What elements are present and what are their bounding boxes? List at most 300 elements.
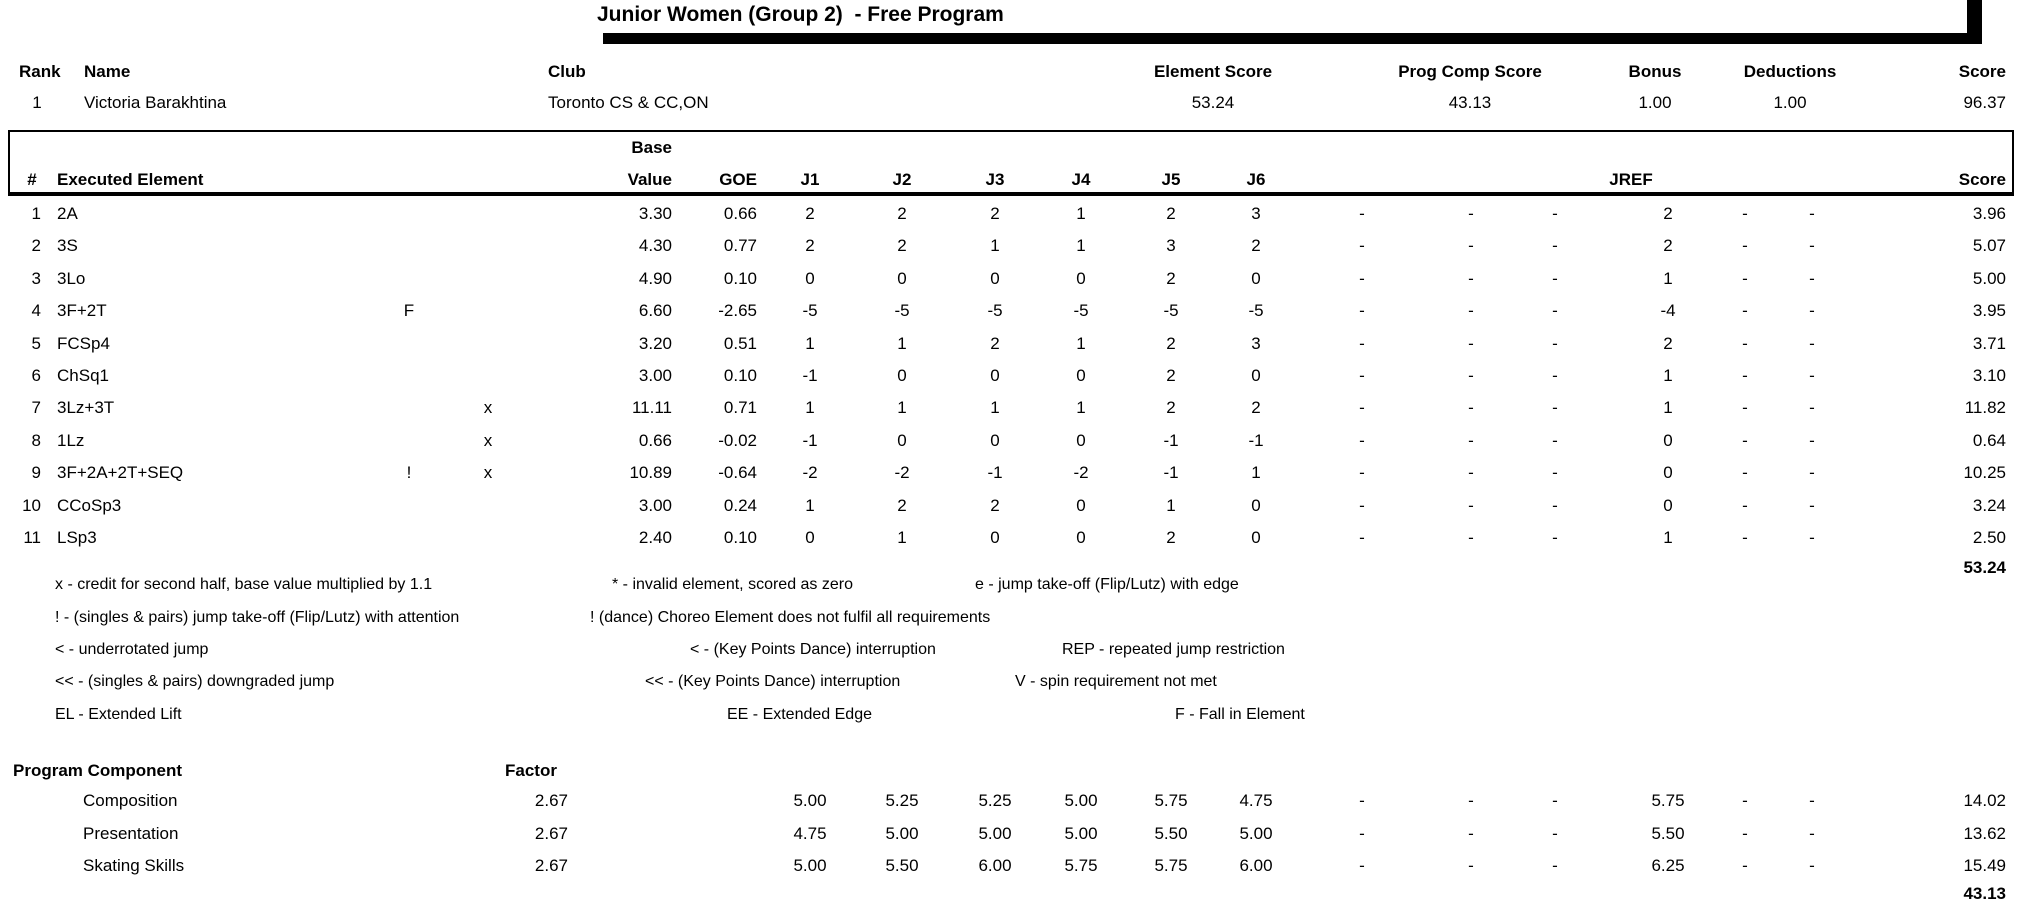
element-name: 3S	[57, 236, 78, 256]
judge-j3-score: 2	[990, 333, 1000, 353]
bonus-value: 1.00	[1638, 93, 1672, 112]
jref-component-score: 5.75	[1651, 791, 1685, 810]
judge-empty-dash: -	[1809, 204, 1815, 223]
judge-j5-score: 2	[1166, 268, 1176, 288]
judge-j6-score: 3	[1251, 333, 1261, 353]
judge-empty-dash: -	[1552, 528, 1558, 547]
legend-item: e - jump take-off (Flip/Lutz) with edge	[975, 576, 1239, 593]
judge-j2-component-score: 5.25	[885, 791, 919, 810]
factor-header: Factor	[505, 761, 557, 780]
judge-empty-dash: -	[1742, 204, 1748, 223]
judge-j5-score: 2	[1166, 204, 1176, 223]
judge-empty-dash: -	[1359, 366, 1365, 385]
element-row-score: 3.24	[1972, 495, 2006, 515]
judge-j5-score: 2	[1166, 333, 1176, 353]
judge-empty-dash: -	[1552, 791, 1558, 810]
judge-j2-score: 1	[897, 333, 907, 353]
judge-empty-dash: -	[1809, 463, 1815, 483]
element-goe: -0.64	[718, 463, 757, 483]
judge-j6-score: 0	[1251, 495, 1261, 515]
element-base-value: 3.00	[638, 495, 672, 515]
element-row-score: 3.96	[1972, 204, 2006, 223]
element-goe: 0.10	[723, 366, 757, 385]
element-base-value: 3.30	[638, 204, 672, 223]
element-row-score: 3.95	[1972, 301, 2006, 321]
name-header: Name	[84, 62, 131, 81]
judge-empty-dash: -	[1468, 823, 1474, 843]
judge-empty-dash: -	[1552, 823, 1558, 843]
element-row-score: 2.50	[1972, 528, 2006, 547]
judge-j1-score: 0	[805, 528, 815, 547]
judge-j2-score: 0	[897, 430, 907, 450]
judge-j5-component-score: 5.75	[1154, 856, 1188, 875]
judge-j4-component-score: 5.00	[1064, 823, 1098, 843]
judge-j3-score: 1	[990, 398, 1000, 418]
judge-j1-header: J1	[800, 170, 820, 189]
judge-j6-component-score: 6.00	[1239, 856, 1273, 875]
total-score-value: 96.37	[1963, 93, 2006, 112]
program-component-total: 43.13	[1963, 884, 2006, 903]
judge-empty-dash: -	[1468, 528, 1474, 547]
judge-empty-dash: -	[1742, 236, 1748, 256]
judge-j3-score: 0	[990, 528, 1000, 547]
element-row	[0, 359, 2022, 392]
judge-empty-dash: -	[1742, 430, 1748, 450]
judge-j2-score: 1	[897, 398, 907, 418]
judge-j6-score: -5	[1248, 301, 1264, 321]
element-row	[0, 327, 2022, 360]
element-score-header: Element Score	[1153, 62, 1273, 81]
element-number: 3	[31, 268, 41, 288]
judge-j6-score: 2	[1251, 398, 1261, 418]
judge-empty-dash: -	[1552, 398, 1558, 418]
judge-empty-dash: -	[1809, 268, 1815, 288]
judge-empty-dash: -	[1359, 268, 1365, 288]
judge-empty-dash: -	[1359, 204, 1365, 223]
base-header-line2: Value	[627, 170, 672, 189]
judge-j1-component-score: 5.00	[793, 791, 827, 810]
element-row	[0, 456, 2022, 489]
judge-empty-dash: -	[1359, 236, 1365, 256]
component-row-score: 15.49	[1963, 856, 2006, 875]
judge-j4-score: 0	[1076, 495, 1086, 515]
legend-item: << - (singles & pairs) downgraded jump	[55, 673, 335, 690]
component-row	[0, 785, 2022, 817]
judge-empty-dash: -	[1552, 333, 1558, 353]
judge-j3-score: 2	[990, 204, 1000, 223]
element-num-header: #	[27, 170, 37, 189]
judge-j4-component-score: 5.00	[1064, 791, 1098, 810]
component-row-score: 13.62	[1963, 823, 2006, 843]
jref-component-score: 5.50	[1651, 823, 1685, 843]
element-score-total: 53.24	[1963, 558, 2006, 577]
judge-j5-score: -1	[1163, 463, 1179, 483]
judge-j2-score: -5	[894, 301, 910, 321]
judge-j6-score: 3	[1251, 204, 1261, 223]
judge-empty-dash: -	[1552, 301, 1558, 321]
component-row	[0, 850, 2022, 882]
judge-j6-component-score: 5.00	[1239, 823, 1273, 843]
judge-j5-score: 1	[1166, 495, 1176, 515]
jref-score: 2	[1663, 204, 1673, 223]
judge-empty-dash: -	[1809, 823, 1815, 843]
judge-empty-dash: -	[1742, 823, 1748, 843]
judge-j3-score: 0	[990, 366, 1000, 385]
judge-j6-component-score: 4.75	[1239, 791, 1273, 810]
element-number: 7	[31, 398, 41, 418]
judge-j3-score: -1	[987, 463, 1003, 483]
judge-j4-score: -5	[1073, 301, 1089, 321]
element-name: 2A	[57, 204, 78, 223]
jref-score: 2	[1663, 333, 1673, 353]
judge-j3-score: 1	[990, 236, 1000, 256]
element-base-value: 4.30	[638, 236, 672, 256]
goe-header: GOE	[719, 170, 757, 189]
element-name: 3Lo	[57, 268, 86, 288]
judge-j6-score: 1	[1251, 463, 1261, 483]
element-row-score: 5.07	[1972, 236, 2006, 256]
judge-empty-dash: -	[1359, 301, 1365, 321]
judge-empty-dash: -	[1359, 430, 1365, 450]
element-base-value: 3.20	[638, 333, 672, 353]
judge-empty-dash: -	[1742, 301, 1748, 321]
element-number: 1	[31, 204, 41, 223]
judge-j6-header: J6	[1246, 170, 1266, 189]
component-row-score: 14.02	[1963, 791, 2006, 810]
jref-score: -4	[1660, 301, 1676, 321]
judge-empty-dash: -	[1468, 856, 1474, 875]
club-header: Club	[548, 62, 586, 81]
judge-empty-dash: -	[1468, 430, 1474, 450]
element-base-value: 3.00	[638, 366, 672, 385]
element-name: ChSq1	[57, 366, 109, 385]
judge-j2-score: 1	[897, 528, 907, 547]
jref-score: 1	[1663, 268, 1673, 288]
element-row	[0, 391, 2022, 424]
element-base-value: 10.89	[629, 463, 672, 483]
element-goe: -2.65	[718, 301, 757, 321]
judge-j2-component-score: 5.00	[885, 823, 919, 843]
element-base-value: 2.40	[638, 528, 672, 547]
judge-j3-score: -5	[987, 301, 1003, 321]
judge-empty-dash: -	[1468, 398, 1474, 418]
element-credit-x: x	[483, 430, 493, 450]
judge-j6-score: 2	[1251, 236, 1261, 256]
element-number: 4	[31, 301, 41, 321]
judge-empty-dash: -	[1468, 791, 1474, 810]
judge-empty-dash: -	[1809, 528, 1815, 547]
judge-j1-component-score: 4.75	[793, 823, 827, 843]
legend-item: * - invalid element, scored as zero	[612, 576, 853, 593]
element-name: 3F+2A+2T+SEQ	[57, 463, 184, 483]
judge-empty-dash: -	[1359, 495, 1365, 515]
element-number: 8	[31, 430, 41, 450]
judge-empty-dash: -	[1468, 366, 1474, 385]
judge-j4-score: 0	[1076, 430, 1086, 450]
judge-j5-score: 2	[1166, 366, 1176, 385]
judge-empty-dash: -	[1552, 204, 1558, 223]
judge-empty-dash: -	[1809, 430, 1815, 450]
judge-j5-header: J5	[1161, 170, 1181, 189]
judge-j6-score: -1	[1248, 430, 1264, 450]
judge-j1-score: 0	[805, 268, 815, 288]
element-score-col-header: Score	[1958, 170, 2006, 189]
jref-score: 1	[1663, 528, 1673, 547]
component-row	[0, 818, 2022, 850]
judge-j4-component-score: 5.75	[1064, 856, 1098, 875]
element-row	[0, 521, 2022, 554]
judge-j1-score: -2	[802, 463, 818, 483]
judge-j1-component-score: 5.00	[793, 856, 827, 875]
judge-empty-dash: -	[1552, 495, 1558, 515]
element-name: 1Lz	[57, 430, 85, 450]
judge-empty-dash: -	[1552, 366, 1558, 385]
judge-j4-score: 1	[1076, 333, 1086, 353]
element-row	[0, 197, 2022, 230]
judge-j5-component-score: 5.75	[1154, 791, 1188, 810]
legend-item: EE - Extended Edge	[727, 706, 872, 723]
element-goe: 0.10	[723, 268, 757, 288]
jref-component-score: 6.25	[1651, 856, 1685, 875]
jref-score: 2	[1663, 236, 1673, 256]
judge-empty-dash: -	[1742, 333, 1748, 353]
judge-empty-dash: -	[1468, 463, 1474, 483]
judge-j5-score: -5	[1163, 301, 1179, 321]
judge-j2-score: 2	[897, 204, 907, 223]
judge-j5-component-score: 5.50	[1154, 823, 1188, 843]
prog-comp-score-value: 43.13	[1448, 93, 1492, 112]
judge-empty-dash: -	[1742, 366, 1748, 385]
judge-j2-score: 0	[897, 268, 907, 288]
component-factor: 2.67	[534, 791, 568, 810]
element-row	[0, 489, 2022, 522]
judge-empty-dash: -	[1742, 268, 1748, 288]
element-base-value: 0.66	[638, 430, 672, 450]
judge-empty-dash: -	[1468, 301, 1474, 321]
judge-j2-header: J2	[892, 170, 912, 189]
judge-j6-score: 0	[1251, 528, 1261, 547]
judge-empty-dash: -	[1809, 333, 1815, 353]
judge-j1-score: 1	[805, 333, 815, 353]
judge-j1-score: 2	[805, 204, 815, 223]
judge-j4-score: 0	[1076, 268, 1086, 288]
element-goe: 0.51	[723, 333, 757, 353]
judge-j1-score: -1	[802, 366, 818, 385]
judge-j3-component-score: 5.00	[978, 823, 1012, 843]
legend-item: << - (Key Points Dance) interruption	[645, 673, 901, 690]
element-number: 6	[31, 366, 41, 385]
judge-j1-score: 1	[805, 495, 815, 515]
judge-j3-score: 0	[990, 268, 1000, 288]
judge-j1-score: 1	[805, 398, 815, 418]
legend-item: REP - repeated jump restriction	[1062, 641, 1285, 658]
skater-name: Victoria Barakhtina	[84, 93, 227, 112]
judge-empty-dash: -	[1468, 268, 1474, 288]
judge-j2-score: 2	[897, 236, 907, 256]
judge-empty-dash: -	[1552, 236, 1558, 256]
element-row-score: 3.71	[1972, 333, 2006, 353]
judge-j1-score: -5	[802, 301, 818, 321]
element-goe: -0.02	[718, 430, 757, 450]
component-factor: 2.67	[534, 823, 568, 843]
judge-j4-score: 1	[1076, 398, 1086, 418]
component-name: Presentation	[83, 823, 179, 843]
score-header: Score	[1958, 62, 2006, 81]
judge-empty-dash: -	[1809, 236, 1815, 256]
program-component-header: Program Component	[13, 761, 183, 780]
judge-empty-dash: -	[1552, 856, 1558, 875]
legend-item: EL - Extended Lift	[55, 706, 182, 723]
bonus-header: Bonus	[1628, 62, 1682, 81]
judge-j3-score: 0	[990, 430, 1000, 450]
judge-empty-dash: -	[1742, 495, 1748, 515]
club-value: Toronto CS & CC,ON	[548, 93, 709, 112]
element-row-score: 11.82	[1964, 398, 2006, 418]
judge-j4-header: J4	[1071, 170, 1091, 189]
judge-empty-dash: -	[1359, 791, 1365, 810]
judge-empty-dash: -	[1552, 463, 1558, 483]
judge-empty-dash: -	[1359, 398, 1365, 418]
deductions-header: Deductions	[1743, 62, 1837, 81]
judge-empty-dash: -	[1359, 333, 1365, 353]
judge-j5-score: 3	[1166, 236, 1176, 256]
judge-j4-score: 0	[1076, 528, 1086, 547]
judge-empty-dash: -	[1359, 528, 1365, 547]
element-name: LSp3	[57, 528, 97, 547]
element-row-score: 10.25	[1963, 463, 2006, 483]
legend-item: x - credit for second half, base value multiplied by 1.1	[55, 576, 433, 593]
element-name: 3Lz+3T	[57, 398, 115, 418]
judge-j5-score: 2	[1166, 398, 1176, 418]
element-score-value: 53.24	[1191, 93, 1235, 112]
element-number: 10	[22, 495, 41, 515]
legend-item: ! - (singles & pairs) jump take-off (Flip/Lutz) with attention	[55, 609, 460, 626]
judge-empty-dash: -	[1809, 301, 1815, 321]
deductions-value: 1.00	[1773, 93, 1807, 112]
judge-empty-dash: -	[1359, 856, 1365, 875]
prog-comp-score-header: Prog Comp Score	[1398, 62, 1542, 81]
judge-j6-score: 0	[1251, 366, 1261, 385]
element-base-value: 4.90	[638, 268, 672, 288]
judge-empty-dash: -	[1809, 791, 1815, 810]
judge-empty-dash: -	[1742, 856, 1748, 875]
judge-j2-component-score: 5.50	[885, 856, 919, 875]
element-name: 3F+2T	[57, 301, 107, 321]
judge-j2-score: 0	[897, 366, 907, 385]
judge-j4-score: 1	[1076, 236, 1086, 256]
judge-j6-score: 0	[1251, 268, 1261, 288]
element-number: 2	[31, 236, 41, 256]
jref-score: 0	[1663, 430, 1673, 450]
jref-score: 0	[1663, 495, 1673, 515]
judge-empty-dash: -	[1359, 463, 1365, 483]
judge-empty-dash: -	[1809, 856, 1815, 875]
element-number: 5	[31, 333, 41, 353]
legend-item: V - spin requirement not met	[1015, 673, 1217, 690]
element-row	[0, 229, 2022, 262]
page-title: Junior Women (Group 2) - Free Program	[597, 3, 1004, 26]
element-info-flag: F	[403, 301, 415, 321]
judge-empty-dash: -	[1468, 236, 1474, 256]
element-credit-x: x	[483, 398, 493, 418]
base-header-line1: Base	[631, 138, 672, 157]
legend-item: < - (Key Points Dance) interruption	[690, 641, 936, 658]
element-goe: 0.66	[723, 204, 757, 223]
rank-header: Rank	[19, 62, 61, 81]
title-border-right	[1967, 0, 1982, 44]
judge-j3-component-score: 6.00	[978, 856, 1012, 875]
jref-score: 1	[1663, 366, 1673, 385]
judge-empty-dash: -	[1742, 528, 1748, 547]
judge-empty-dash: -	[1742, 398, 1748, 418]
element-name: CCoSp3	[57, 495, 122, 515]
element-info-flag: !	[406, 463, 412, 483]
executed-element-header: Executed Element	[57, 170, 204, 189]
judge-empty-dash: -	[1468, 495, 1474, 515]
jref-score: 1	[1663, 398, 1673, 418]
jref-score: 0	[1663, 463, 1673, 483]
judge-empty-dash: -	[1809, 366, 1815, 385]
judge-j5-score: -1	[1163, 430, 1179, 450]
judge-j3-score: 2	[990, 495, 1000, 515]
element-row-score: 0.64	[1972, 430, 2006, 450]
element-row	[0, 424, 2022, 457]
element-row-score: 5.00	[1972, 268, 2006, 288]
judge-j4-score: 0	[1076, 366, 1086, 385]
legend-item: F - Fall in Element	[1175, 706, 1305, 723]
judge-empty-dash: -	[1742, 791, 1748, 810]
element-number: 9	[31, 463, 41, 483]
element-row	[0, 262, 2022, 295]
judge-empty-dash: -	[1809, 398, 1815, 418]
judge-j2-score: 2	[897, 495, 907, 515]
judge-j4-score: 1	[1076, 204, 1086, 223]
judge-empty-dash: -	[1809, 495, 1815, 515]
judge-j5-score: 2	[1166, 528, 1176, 547]
judge-j3-component-score: 5.25	[978, 791, 1012, 810]
component-name: Composition	[83, 791, 178, 810]
judge-empty-dash: -	[1552, 430, 1558, 450]
judge-empty-dash: -	[1468, 204, 1474, 223]
judge-j3-header: J3	[985, 170, 1005, 189]
judge-empty-dash: -	[1359, 823, 1365, 843]
element-row	[0, 294, 2022, 327]
legend-item: < - underrotated jump	[55, 641, 209, 658]
component-factor: 2.67	[534, 856, 568, 875]
component-name: Skating Skills	[83, 856, 185, 875]
judge-j4-score: -2	[1073, 463, 1089, 483]
element-goe: 0.77	[723, 236, 757, 256]
jref-header: JREF	[1609, 170, 1653, 189]
element-name: FCSp4	[57, 333, 110, 353]
rank-value: 1	[32, 93, 42, 112]
judge-empty-dash: -	[1742, 463, 1748, 483]
element-base-value: 11.11	[631, 398, 672, 418]
legend-item: ! (dance) Choreo Element does not fulfil all requirements	[590, 609, 991, 626]
element-goe: 0.10	[723, 528, 757, 547]
judge-empty-dash: -	[1552, 268, 1558, 288]
judge-j1-score: -1	[802, 430, 818, 450]
judge-empty-dash: -	[1468, 333, 1474, 353]
judge-j1-score: 2	[805, 236, 815, 256]
element-number: 11	[23, 528, 41, 547]
title-underline	[603, 33, 1982, 44]
element-goe: 0.24	[723, 495, 757, 515]
element-goe: 0.71	[723, 398, 757, 418]
element-credit-x: x	[483, 463, 493, 483]
element-base-value: 6.60	[638, 301, 672, 321]
judge-j2-score: -2	[894, 463, 910, 483]
